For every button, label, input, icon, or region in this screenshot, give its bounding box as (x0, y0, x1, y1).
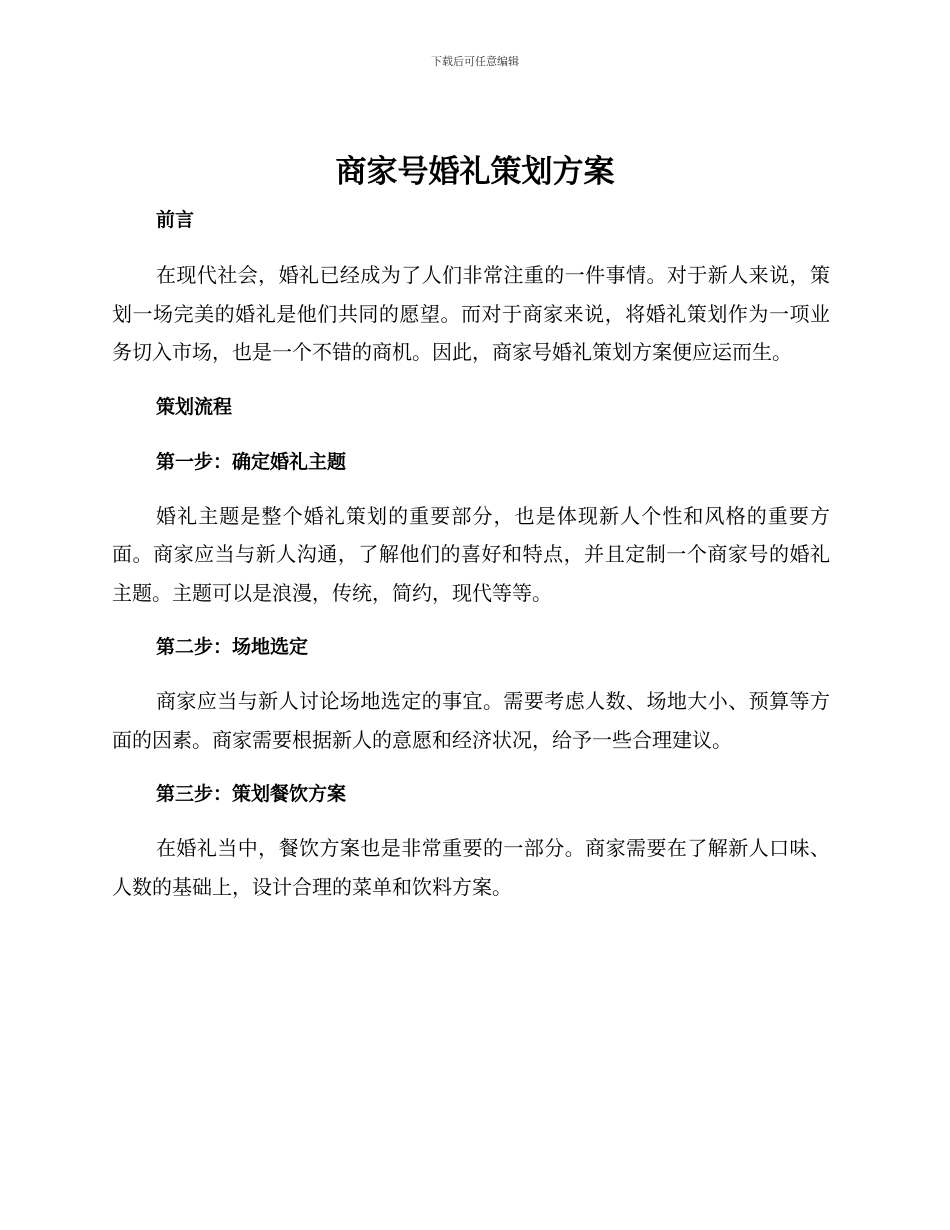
step-heading-catering: 第三步：策划餐饮方案 (156, 783, 347, 805)
section-heading-process: 策划流程 (156, 395, 233, 418)
paragraph-catering: 在婚礼当中，餐饮方案也是非常重要的一部分。商家需要在了解新人口味、人数的基础上，设计合理的菜单和饮料方案。 (112, 836, 830, 899)
section-heading-preface: 前言 (156, 209, 195, 231)
step-heading-venue: 第二步：场地选定 (156, 636, 309, 658)
step-heading-theme: 第一步：确定婚礼主题 (156, 450, 347, 473)
page-header-note: 下载后可任意编辑 (431, 55, 519, 68)
document-title: 商家号婚礼策划方案 (335, 154, 615, 190)
document-body (112, 200, 830, 906)
paragraph-preface: 在现代社会，婚礼已经成为了人们非常注重的一件事情。对于新人来说，策划一场完美的婚礼是他们共同的愿望。而对于商家来说，将婚礼策划作为一项业务切入市场，也是一个不错的商机。因此，商家号婚礼策划方案便应运而生。 (112, 263, 830, 364)
paragraph-theme: 婚礼主题是整个婚礼策划的重要部分，也是体现新人个性和风格的重要方面。商家应当与新人沟通，了解他们的喜好和特点，并且定制一个商家号的婚礼主题。主题可以是浪漫，传统，简约，现代等等。 (112, 503, 830, 605)
paragraph-venue: 商家应当与新人讨论场地选定的事宜。需要考虑人数、场地大小、预算等方面的因素。商家需要根据新人的意愿和经济状况，给予一些合理建议。 (112, 689, 830, 752)
